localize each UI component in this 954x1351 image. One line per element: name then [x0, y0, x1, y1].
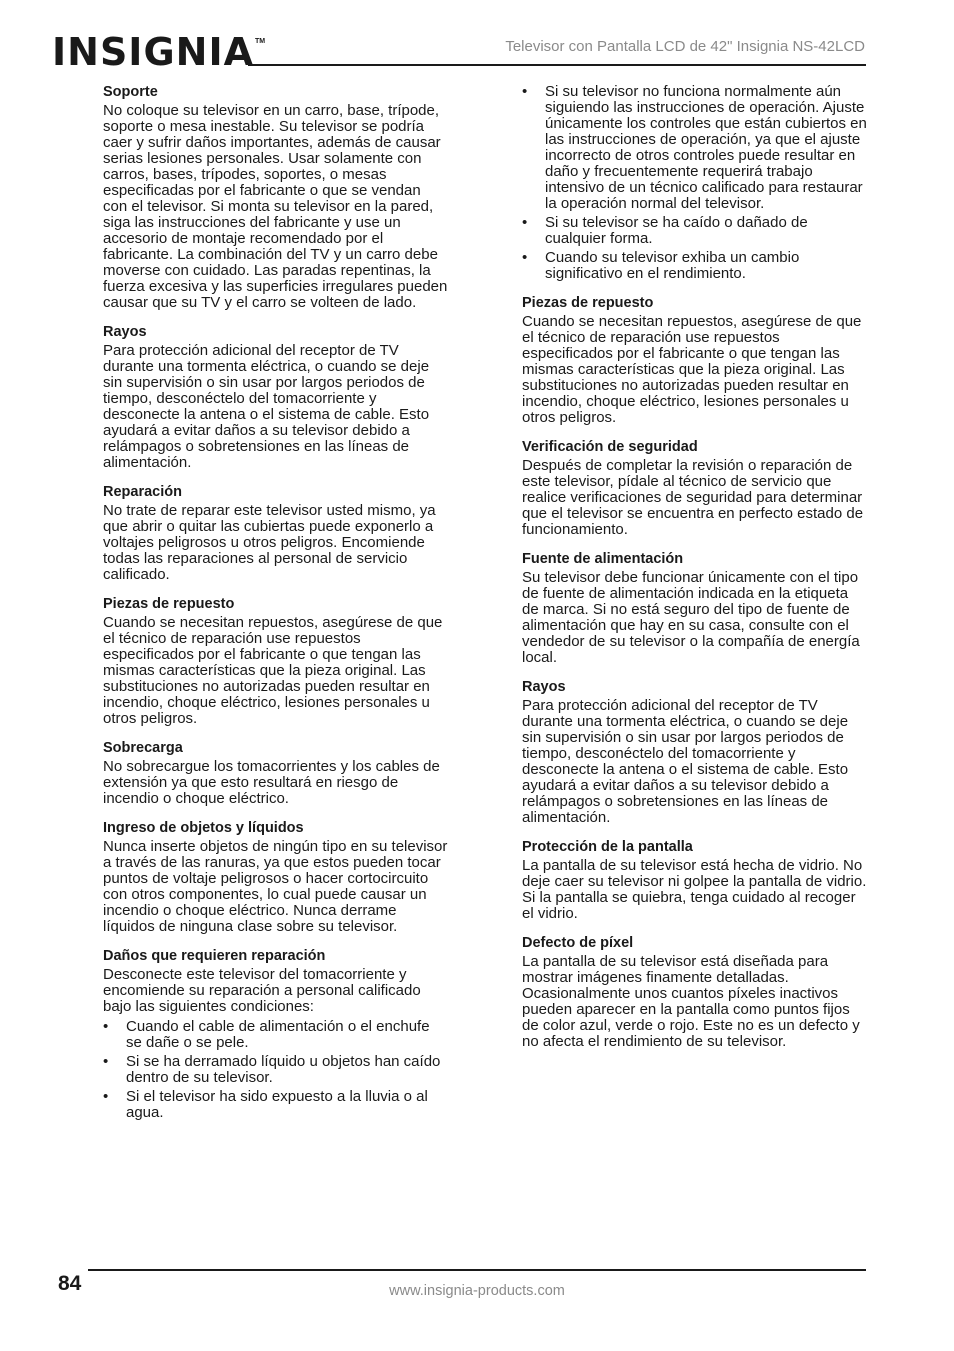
- section-text: Para protección adicional del receptor de TV durante una tormenta eléctrica, o cuando se deje sin supervisión o sin usar por largos periodos de tiempo, desconéctelo del tomacorriente y desconecte la antena o el sistema de cable. Esto ayudará a evitar daños a su televisor debido a relámpagos o sobretensiones en las líneas de alimentación.: [103, 342, 430, 471]
- section-rayos: [103, 324, 449, 471]
- section-heading: Soporte: [103, 84, 158, 100]
- section-piezas-de-repuesto: [522, 295, 868, 426]
- section-heading: Piezas de repuesto: [103, 596, 235, 612]
- list-item: • Cuando su televisor exhiba un cambio significativo en el rendimiento.: [522, 250, 868, 282]
- section-sobrecarga: [103, 740, 449, 807]
- section-text: La pantalla de su televisor está hecha de vidrio. No deje caer su televisor ni golpee la pantalla de vidrio. Si la pantalla se quiebra, tenga cuidado al recoger el vidrio.: [522, 857, 867, 922]
- footer-rule: [88, 1269, 866, 1271]
- section-text: No trate de reparar este televisor usted mismo, ya que abrir o quitar las cubiertas puede exponerlo a voltajes peligrosos u otros peligros. Encomiende todas las reparaciones al personal de servicio calificado.: [103, 502, 436, 583]
- section-text: Cuando se necesitan repuestos, asegúrese de que el técnico de reparación use repuestos especificados por el fabricante o que tengan las mismas características que la pieza original. Las substituciones no autorizadas pueden resultar en incendio, choque eléctrico, lesiones personales u otros peligros.: [103, 614, 443, 727]
- header-title: Televisor con Pantalla LCD de 42" Insignia NS-42LCD: [505, 38, 865, 55]
- section-heading: Ingreso de objetos y líquidos: [103, 820, 304, 836]
- section-heading: Verificación de seguridad: [522, 439, 698, 455]
- section-heading: Protección de la pantalla: [522, 839, 693, 855]
- section-piezas-de-repuesto: [103, 596, 449, 727]
- list-item: • Si se ha derramado líquido u objetos han caído dentro de su televisor.: [103, 1054, 449, 1086]
- section-reparacion: [103, 484, 449, 583]
- section-heading: Daños que requieren reparación: [103, 948, 326, 964]
- section-text: La pantalla de su televisor está diseñada para mostrar imágenes finamente detalladas. Ocasionalmente unos cuantos píxeles inactivos pueden aparecer en la pantalla como puntos fijos de color azul, verde o rojo. Este no es un defecto y no afecta el rendimiento de su televisor.: [522, 953, 860, 1050]
- section-heading: Rayos: [103, 324, 147, 340]
- section-text: No coloque su televisor en un carro, base, trípode, soporte o mesa inestable. Su televisor se podría caer y sufrir daños importantes, además de causar serias lesiones personales. Usar solamente con carros, bases, trípodes, soportes, o mesas especificadas por el fabricante o que se vendan con el televisor. Si monta su televisor en la pared, siga las instrucciones del fabricante y use un accesorio de montaje recomendado por el fabricante. La combinación del TV y un carro debe moverse con cuidado. Las paradas repentinas, la fuerza excesiva y las superficies irregulares pueden causar que su TV y el carro se volteen de lado.: [103, 102, 448, 311]
- section-continued-bullets: [522, 84, 868, 282]
- section-heading: Reparación: [103, 484, 182, 500]
- section-text: Después de completar la revisión o reparación de este televisor, pídale al técnico de servicio que realice verificaciones de seguridad para determinar que el televisor se encuentra en perfecto estado de funcionamiento.: [522, 457, 864, 538]
- list-item: • Cuando el cable de alimentación o el enchufe se dañe o se pele.: [103, 1019, 449, 1051]
- section-text: No sobrecargue los tomacorrientes y los cables de extensión ya que esto resultará en riesgo de incendio o choque eléctrico.: [103, 758, 440, 807]
- section-text: Para protección adicional del receptor de TV durante una tormenta eléctrica, o cuando se deje sin supervisión o sin usar por largos periodos de tiempo, desconéctelo del tomacorriente y desconecte la antena o el sistema de cable. Esto ayudará a evitar daños a su televisor debido a relámpagos o sobretensiones en las líneas de alimentación.: [522, 697, 849, 826]
- left-column: [103, 84, 449, 1134]
- bullet-list: [522, 84, 868, 282]
- list-item: • Si su televisor se ha caído o dañado de cualquier forma.: [522, 215, 868, 247]
- section-soporte: [103, 84, 449, 311]
- footer-url: www.insignia-products.com: [389, 1283, 565, 1299]
- section-proteccion-de-la-pantalla: [522, 839, 868, 922]
- section-ingreso-de-objetos: [103, 820, 449, 935]
- section-heading: Defecto de píxel: [522, 935, 634, 951]
- header-rule: [248, 64, 866, 66]
- logo-trademark: TM: [255, 38, 266, 45]
- section-text: Nunca inserte objetos de ningún tipo en su televisor a través de las ranuras, ya que estos pueden tocar puntos de voltaje peligrosos o hacer cortocircuito con otros componentes, lo cual puede causar un incendio o choque eléctrico. Nunca derrame líquidos de ninguna clase sobre su televisor.: [103, 838, 448, 935]
- list-item: • Si el televisor ha sido expuesto a la lluvia o al agua.: [103, 1089, 449, 1121]
- section-heading: Sobrecarga: [103, 740, 183, 756]
- section-text: Cuando se necesitan repuestos, asegúrese de que el técnico de reparación use repuestos especificados por el fabricante o que tengan las mismas características que la pieza original. Las substituciones no autorizadas pueden resultar en incendio, choque eléctrico, lesiones personales u otros peligros.: [522, 313, 862, 426]
- list-item: • Si su televisor no funciona normalmente aún siguiendo las instrucciones de operación. Ajuste únicamente los controles que están cubiertos en las instrucciones de operación, ya que el ajuste incorrecto de otros controles puede resultar en daño y frecuentemente requerirá trabajo intensivo de un técnico calificado para restaurar la operación normal del televisor.: [522, 84, 868, 212]
- right-column: [522, 84, 868, 1063]
- section-heading: Piezas de repuesto: [522, 295, 654, 311]
- section-verificacion-de-seguridad: [522, 439, 868, 538]
- logo-text: INSIGNIA: [52, 30, 254, 74]
- section-defecto-de-pixel: [522, 935, 868, 1050]
- section-heading: Rayos: [522, 679, 566, 695]
- page-number: 84: [58, 1272, 82, 1295]
- section-danos-que-requieren-reparacion: [103, 948, 449, 1121]
- insignia-logo: [52, 24, 265, 80]
- section-heading: Fuente de alimentación: [522, 551, 684, 567]
- section-fuente-de-alimentacion: [522, 551, 868, 666]
- section-text: Desconecte este televisor del tomacorriente y encomiende su reparación a personal calificado bajo las siguientes condiciones:: [103, 966, 421, 1015]
- section-rayos: [522, 679, 868, 826]
- section-text: Su televisor debe funcionar únicamente con el tipo de fuente de alimentación indicada en la etiqueta de marca. Si no está seguro del tipo de fuente de alimentación que hay en su casa, consulte con el vendedor de su televisor o la compañía de energía local.: [522, 569, 860, 666]
- bullet-list: [103, 1019, 449, 1121]
